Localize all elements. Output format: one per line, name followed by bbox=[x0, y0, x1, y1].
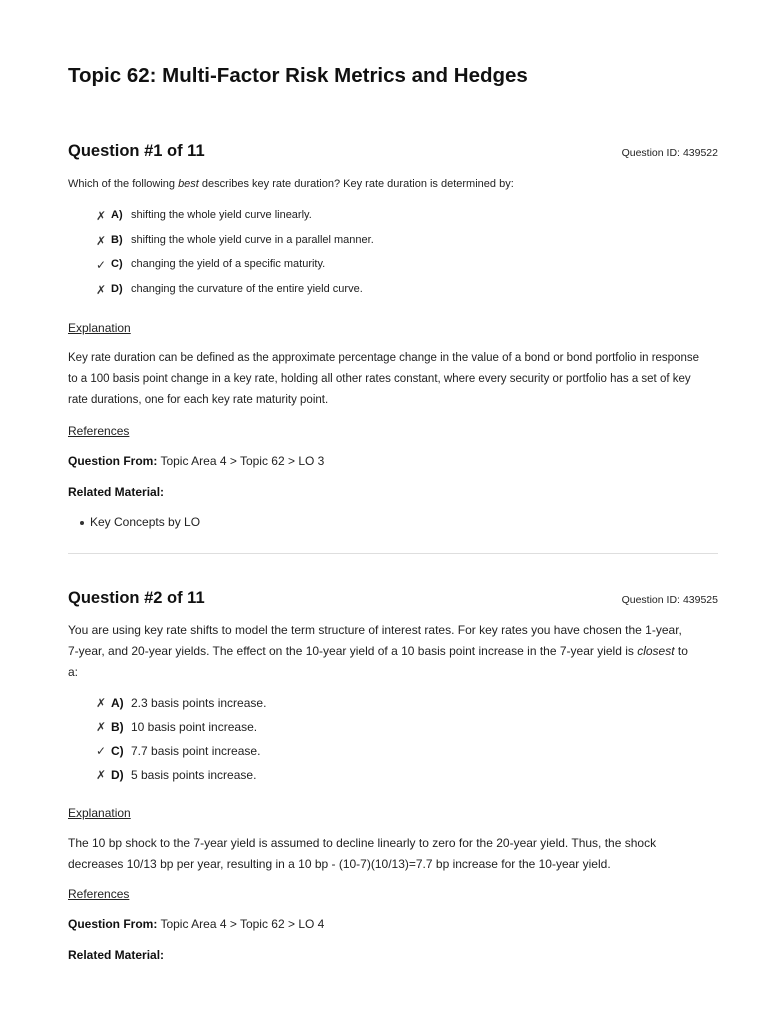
explanation-text: Key rate duration can be defined as the approximate percentage change in the value of a bond or bond portfolio in response to a 100 basis point change in a key rate, holding all other rates constant, where every security or portfolio has a set of key rate durations, one for each key rate maturity point. bbox=[68, 352, 700, 406]
question-header bbox=[68, 142, 718, 164]
question-id-label: Question ID: bbox=[621, 594, 680, 606]
incorrect-icon: ✗ bbox=[95, 720, 107, 734]
choice-letter: A) bbox=[111, 696, 124, 710]
question-block bbox=[68, 589, 718, 611]
choice-a[interactable] bbox=[68, 209, 718, 234]
choice-letter: B) bbox=[111, 720, 124, 734]
question-stem: Which of the following best describes key rate duration? Key rate duration is determined by: bbox=[68, 178, 514, 190]
choice-a[interactable] bbox=[68, 696, 718, 720]
explanation-link[interactable]: Explanation bbox=[68, 321, 131, 335]
question-source: Question From: Topic Area 4 > Topic 62 > LO 4 bbox=[68, 917, 325, 931]
question-id-value: 439522 bbox=[682, 147, 718, 159]
question-source: Question From: Topic Area 4 > Topic 62 > LO 3 bbox=[68, 454, 325, 468]
explanation-link[interactable]: Explanation bbox=[68, 806, 131, 820]
incorrect-icon: ✗ bbox=[95, 768, 107, 782]
question-header bbox=[68, 589, 718, 611]
choice-text: 2.3 basis points increase. bbox=[131, 696, 267, 710]
choice-b[interactable] bbox=[68, 720, 718, 744]
explanation-text: The 10 bp shock to the 7-year yield is assumed to decline linearly to zero for the 20-year yield. Thus, the shock decreases 10/13 bp per year, resulting in a 10 bp - (10-7)(10/13)=7.7 bp increase for the 10-year yield. bbox=[68, 836, 657, 871]
page-title: Topic 62: Multi-Factor Risk Metrics and Hedges bbox=[68, 64, 528, 87]
incorrect-icon: ✗ bbox=[95, 282, 107, 297]
related-material-item[interactable]: Key Concepts by LO bbox=[68, 515, 200, 529]
choice-letter: D) bbox=[111, 282, 123, 295]
correct-icon: ✓ bbox=[95, 258, 107, 272]
choice-letter: B) bbox=[111, 233, 123, 246]
choice-letter: C) bbox=[111, 744, 124, 758]
question-id bbox=[619, 594, 718, 606]
references-link[interactable]: References bbox=[68, 887, 130, 901]
choice-text: shifting the whole yield curve linearly. bbox=[131, 209, 312, 221]
question-block bbox=[68, 142, 718, 164]
references-link[interactable]: References bbox=[68, 424, 130, 438]
choice-text: shifting the whole yield curve in a parallel manner. bbox=[131, 233, 374, 246]
answer-choices bbox=[68, 209, 718, 307]
question-title: Question #1 of 11 bbox=[68, 142, 205, 160]
choice-b[interactable] bbox=[68, 234, 718, 259]
choice-text: changing the yield of a specific maturity. bbox=[131, 258, 326, 270]
choice-c[interactable] bbox=[68, 744, 718, 768]
question-id-value: 439525 bbox=[682, 594, 718, 606]
choice-d[interactable] bbox=[68, 768, 718, 792]
related-material-label: Related Material: bbox=[68, 948, 165, 962]
answer-choices bbox=[68, 696, 718, 792]
choice-text: changing the curvature of the entire yield curve. bbox=[131, 282, 363, 295]
choice-text: 7.7 basis point increase. bbox=[131, 744, 261, 758]
incorrect-icon: ✗ bbox=[95, 696, 107, 710]
choice-text: 10 basis point increase. bbox=[131, 720, 258, 734]
divider bbox=[68, 553, 718, 554]
incorrect-icon: ✗ bbox=[95, 233, 107, 248]
question-id bbox=[619, 147, 718, 159]
question-title: Question #2 of 11 bbox=[68, 589, 205, 607]
choice-text: 5 basis points increase. bbox=[131, 768, 257, 782]
choice-letter: D) bbox=[111, 768, 124, 782]
choice-letter: C) bbox=[111, 258, 123, 270]
related-material-label: Related Material: bbox=[68, 485, 165, 499]
choice-letter: A) bbox=[111, 209, 123, 221]
question-stem: You are using key rate shifts to model the term structure of interest rates. For key rates you have chosen the 1-year, 7-year, and 20-year yields. The effect on the 10-year yield of a 10 basis point increase in the 7-year yield is closest to a: bbox=[68, 623, 688, 679]
incorrect-icon: ✗ bbox=[95, 209, 107, 223]
bullet-icon bbox=[80, 521, 84, 525]
question-id-label: Question ID: bbox=[621, 147, 680, 159]
choice-d[interactable] bbox=[68, 283, 718, 308]
correct-icon: ✓ bbox=[95, 744, 107, 758]
choice-c[interactable] bbox=[68, 258, 718, 283]
